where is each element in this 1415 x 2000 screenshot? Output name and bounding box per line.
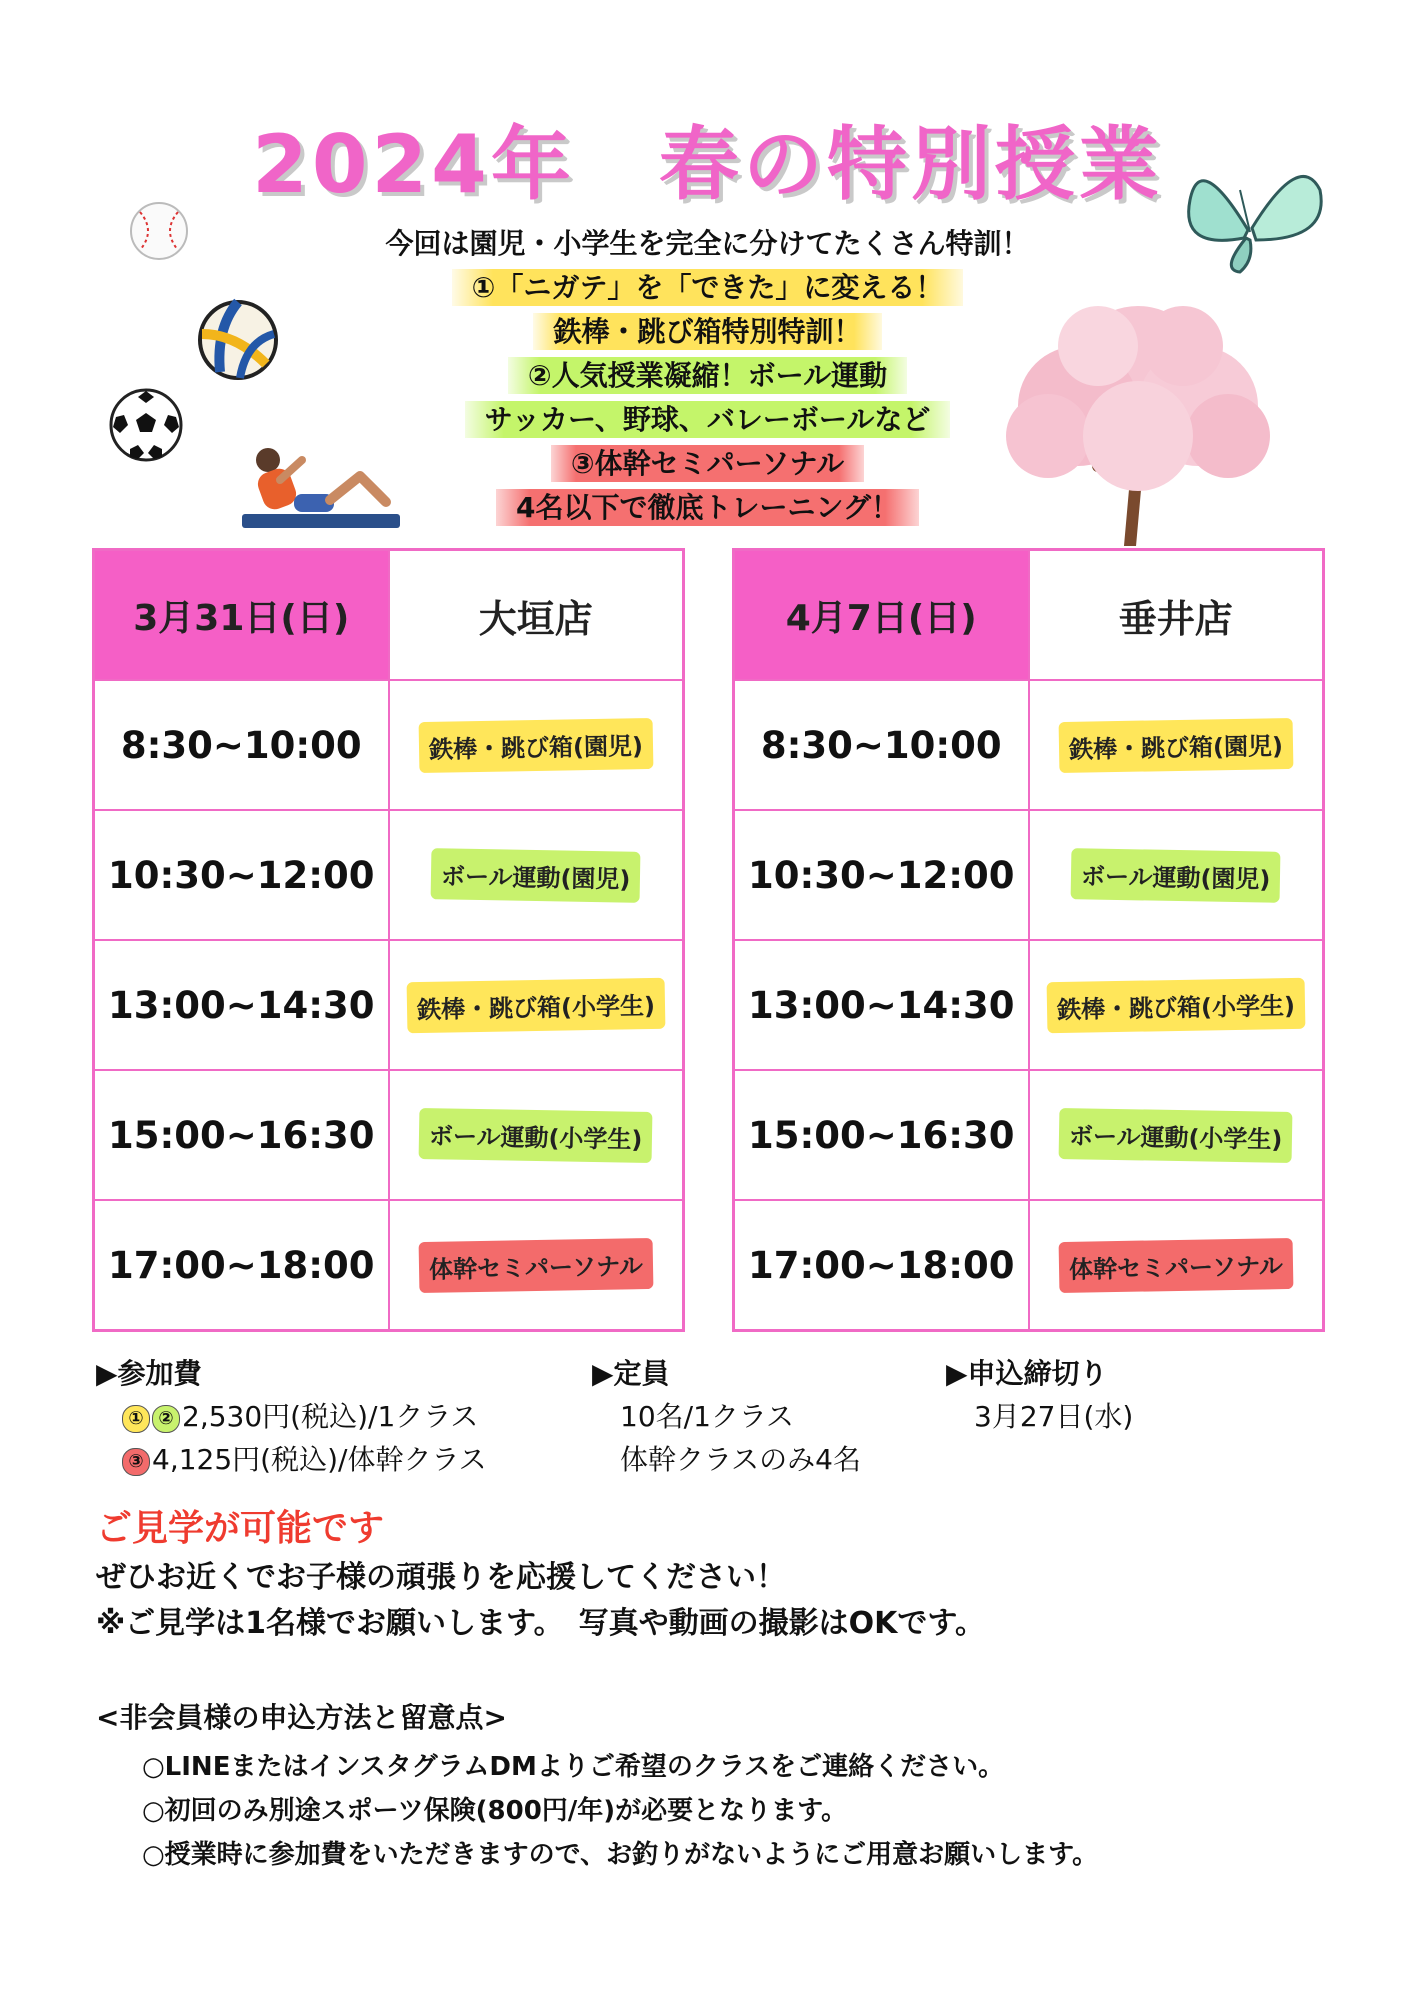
table-row xyxy=(94,680,684,810)
time-cell: 10:30~12:00 xyxy=(94,810,389,940)
intro-line: 今回は園児・小学生を完全に分けてたくさん特訓！ xyxy=(385,227,1030,260)
intro-line: 鉄棒・跳び箱特別特訓！ xyxy=(0,310,1415,350)
deadline-line-1: 3月27日(水) xyxy=(974,1400,1134,1433)
capacity-line-1: 10名/1クラス xyxy=(620,1400,795,1433)
schedule-table-tarui xyxy=(732,548,1325,1332)
time-cell: 8:30~10:00 xyxy=(734,680,1029,810)
table-row xyxy=(734,1200,1324,1331)
capacity-heading: ▶定員 xyxy=(592,1357,670,1390)
class-tag: 鉄棒・跳び箱(園児) xyxy=(1058,717,1293,772)
class-tag: 鉄棒・跳び箱(小学生) xyxy=(1046,977,1305,1032)
schedule-store: 垂井店 xyxy=(1029,550,1324,681)
badge-1: ① xyxy=(122,1405,150,1433)
table-row xyxy=(94,1070,684,1200)
time-cell: 10:30~12:00 xyxy=(734,810,1029,940)
time-cell: 13:00~14:30 xyxy=(94,940,389,1070)
time-cell: 13:00~14:30 xyxy=(734,940,1029,1070)
schedule-date: 4月7日(日) xyxy=(734,550,1029,681)
time-cell: 17:00~18:00 xyxy=(734,1200,1029,1331)
page-title: 2024年 春の特別授業 xyxy=(252,118,1163,211)
class-tag: ボール運動(小学生) xyxy=(419,1107,653,1162)
butterfly-icon xyxy=(1180,160,1330,280)
intro-line: サッカー、野球、バレーボールなど xyxy=(0,398,1415,438)
intro-line: ①「ニガテ」を「できた」に変える！ xyxy=(0,266,1415,306)
table-row xyxy=(94,940,684,1070)
time-cell: 15:00~16:30 xyxy=(734,1070,1029,1200)
intro-line: 4名以下で徹底トレーニング！ xyxy=(0,486,1415,526)
fee-heading: ▶参加費 xyxy=(96,1357,202,1390)
notes-title: <非会員様の申込方法と留意点> xyxy=(96,1701,507,1734)
deadline-heading: ▶申込締切り xyxy=(946,1357,1108,1390)
schedule-store: 大垣店 xyxy=(389,550,684,681)
intro-line: ②人気授業凝縮！ボール運動 xyxy=(0,354,1415,394)
table-row xyxy=(734,810,1324,940)
schedule-date: 3月31日(日) xyxy=(94,550,389,681)
time-cell: 8:30~10:00 xyxy=(94,680,389,810)
note-item: ○LINEまたはインスタグラムDMよりご希望のクラスをご連絡ください。 xyxy=(142,1752,1005,1782)
intro-line: ③体幹セミパーソナル xyxy=(0,442,1415,482)
class-tag: 鉄棒・跳び箱(園児) xyxy=(418,717,653,772)
visit-title: ご見学が可能です xyxy=(96,1508,385,1549)
table-row xyxy=(734,1070,1324,1200)
visit-line-2: ※ご見学は1名様でお願いします。 写真や動画の撮影はOKです。 xyxy=(96,1606,985,1641)
table-row xyxy=(94,1200,684,1331)
class-tag: ボール運動(園児) xyxy=(431,848,641,903)
table-row xyxy=(734,680,1324,810)
class-tag: 体幹セミパーソナル xyxy=(1058,1237,1293,1292)
table-row xyxy=(734,940,1324,1070)
visit-line-1: ぜひお近くでお子様の頑張りを応援してください！ xyxy=(96,1560,786,1595)
class-tag: ボール運動(園児) xyxy=(1071,848,1281,903)
fee-line-2: ③ 4,125円(税込)/体幹クラス xyxy=(122,1438,487,1478)
table-row xyxy=(94,810,684,940)
badge-3: ③ xyxy=(122,1448,150,1476)
note-item: ○授業時に参加費をいただきますので、お釣りがないようにご用意お願いします。 xyxy=(142,1840,1099,1870)
class-tag: 体幹セミパーソナル xyxy=(418,1237,653,1292)
time-cell: 17:00~18:00 xyxy=(94,1200,389,1331)
badge-2: ② xyxy=(152,1405,180,1433)
fee-line-1: ① ② 2,530円(税込)/1クラス xyxy=(122,1395,478,1435)
class-tag: 鉄棒・跳び箱(小学生) xyxy=(406,977,665,1032)
time-cell: 15:00~16:30 xyxy=(94,1070,389,1200)
class-tag: ボール運動(小学生) xyxy=(1059,1107,1293,1162)
note-item: ○初回のみ別途スポーツ保険(800円/年)が必要となります。 xyxy=(142,1796,848,1826)
capacity-line-2: 体幹クラスのみ4名 xyxy=(620,1443,861,1476)
schedule-table-ogaki xyxy=(92,548,685,1332)
